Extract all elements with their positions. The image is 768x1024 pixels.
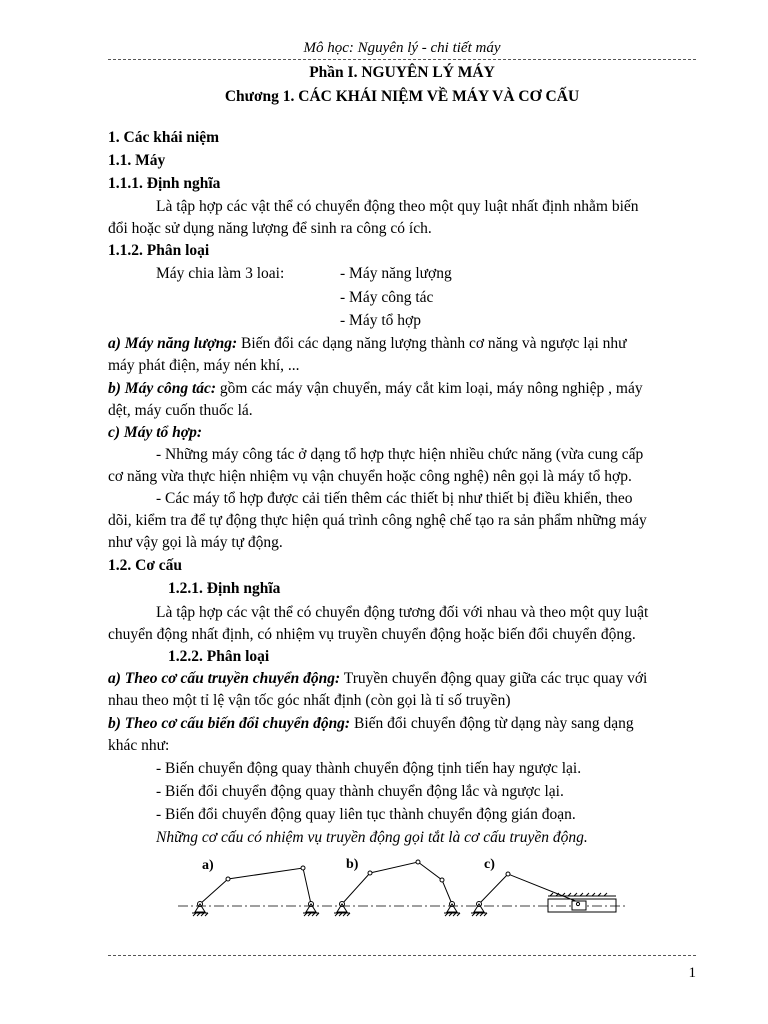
section-1-2-2-heading: 1.2.2. Phân loại xyxy=(168,648,270,665)
slider-crank-mechanism xyxy=(471,872,616,916)
page-number: 1 xyxy=(688,965,696,981)
figure-label-b: b) xyxy=(346,857,359,872)
bullet-item: - Biến đổi chuyển động quay thành chuyển động lắc và ngược lại. xyxy=(156,783,564,800)
bullet-item: - Biến đổi chuyển động quay liên tục thành chuyển động gián đoạn. xyxy=(156,806,576,823)
conversion-text-2: khác như: xyxy=(108,737,170,754)
classification-item: - Máy công tác xyxy=(340,289,434,306)
machine-definition-line-1: Là tập hợp các vật thể có chuyển động theo một quy luật nhất định nhằm biến xyxy=(156,198,639,215)
header-rule xyxy=(108,59,696,60)
work-machine-paragraph xyxy=(108,378,696,400)
section-1-1-2-heading: 1.1.2. Phân loại xyxy=(108,242,210,259)
work-machine-text-2: dệt, máy cuốn thuốc lá. xyxy=(108,402,253,419)
combined-machine-p2-line-3: như vậy gọi là máy tự động. xyxy=(108,534,283,551)
work-machine-text: gồm các máy vận chuyển, máy cắt kim loại, máy nông nghiệp , máy xyxy=(216,380,643,397)
mechanism-definition-line-2: chuyển động nhất định, có nhiệm vụ truyền chuyển động hoặc biến đổi chuyển động. xyxy=(108,626,636,643)
section-1-1-1-heading: 1.1.1. Định nghĩa xyxy=(108,175,221,192)
figure-label-a: a) xyxy=(202,858,214,873)
footer-rule xyxy=(108,955,696,956)
combined-machine-p1-line-2: cơ năng vừa thực hiện nhiệm vụ vận chuyển hoặc công nghệ) nên gọi là máy tổ hợp. xyxy=(108,468,632,485)
section-1-2-1-heading: 1.2.1. Định nghĩa xyxy=(168,580,281,597)
classification-intro-text: Máy chia làm 3 loai: xyxy=(156,265,285,282)
transmission-text: Truyền chuyển động quay giữa các trục quay với xyxy=(340,670,648,687)
document-page xyxy=(108,0,696,1024)
energy-machine-text: Biến đổi các dạng năng lượng thành cơ năng và ngược lại như xyxy=(237,335,627,352)
combined-machine-p2-line-2: dõi, kiểm tra để tự động thực hiện quá trình công nghệ chế tạo ra sản phẩm những máy xyxy=(108,512,647,529)
conversion-text: Biến đổi chuyển động từ dạng này sang dạng xyxy=(350,715,634,732)
energy-machine-paragraph xyxy=(108,333,696,355)
classification-item: - Máy tổ hợp xyxy=(340,312,421,329)
bullet-item: - Biến chuyển động quay thành chuyển động tịnh tiến hay ngược lại. xyxy=(156,760,582,777)
combined-machine-p2-line-1: - Các máy tổ hợp được cải tiến thêm các thiết bị như thiết bị điều khiển, theo xyxy=(156,490,633,507)
mechanism-figure xyxy=(178,852,628,924)
machine-definition-line-2: đổi hoặc sử dụng năng lượng để sinh ra công có ích. xyxy=(108,220,432,237)
work-machine-label: b) Máy công tác: xyxy=(108,380,217,397)
conversion-label: b) Theo cơ cấu biến đổi chuyển động: xyxy=(108,715,351,732)
transmission-label: a) Theo cơ cấu truyền chuyển động: xyxy=(108,670,341,687)
section-1-1-heading: 1.1. Máy xyxy=(108,152,166,169)
page-header: Mô học: Nguyên lý - chi tiết máy xyxy=(303,40,501,56)
figure-label-c: c) xyxy=(484,857,495,872)
combined-machine-p1-line-1: - Những máy công tác ở dạng tổ hợp thực hiện nhiều chức năng (vừa cung cấp xyxy=(156,446,644,463)
combined-machine-label: c) Máy tổ hợp: xyxy=(108,424,202,441)
energy-machine-text-2: máy phát điện, máy nén khí, ... xyxy=(108,357,300,374)
transmission-text-2: nhau theo một tỉ lệ vận tốc góc nhất định (còn gọi là tỉ số truyền) xyxy=(108,692,511,709)
mechanism-definition-line-1: Là tập hợp các vật thể có chuyển động tương đối với nhau và theo một quy luật xyxy=(156,604,649,621)
section-1-heading: 1. Các khái niệm xyxy=(108,129,220,146)
energy-machine-label: a) Máy năng lượng: xyxy=(108,335,238,352)
part-title: Phần I. NGUYÊN LÝ MÁY xyxy=(309,64,495,81)
transmission-paragraph xyxy=(108,668,696,690)
four-bar-linkage xyxy=(192,866,319,916)
conversion-paragraph xyxy=(108,713,696,735)
classification-item: - Máy năng lượng xyxy=(340,265,452,282)
note-line: Những cơ cấu có nhiệm vụ truyền động gọi tắt là cơ cấu truyền động. xyxy=(156,829,588,846)
chapter-title: Chương 1. CÁC KHÁI NIỆM VỀ MÁY VÀ CƠ CẤU xyxy=(224,88,580,105)
section-1-2-heading: 1.2. Cơ cấu xyxy=(108,557,183,574)
classification-intro xyxy=(108,263,696,285)
